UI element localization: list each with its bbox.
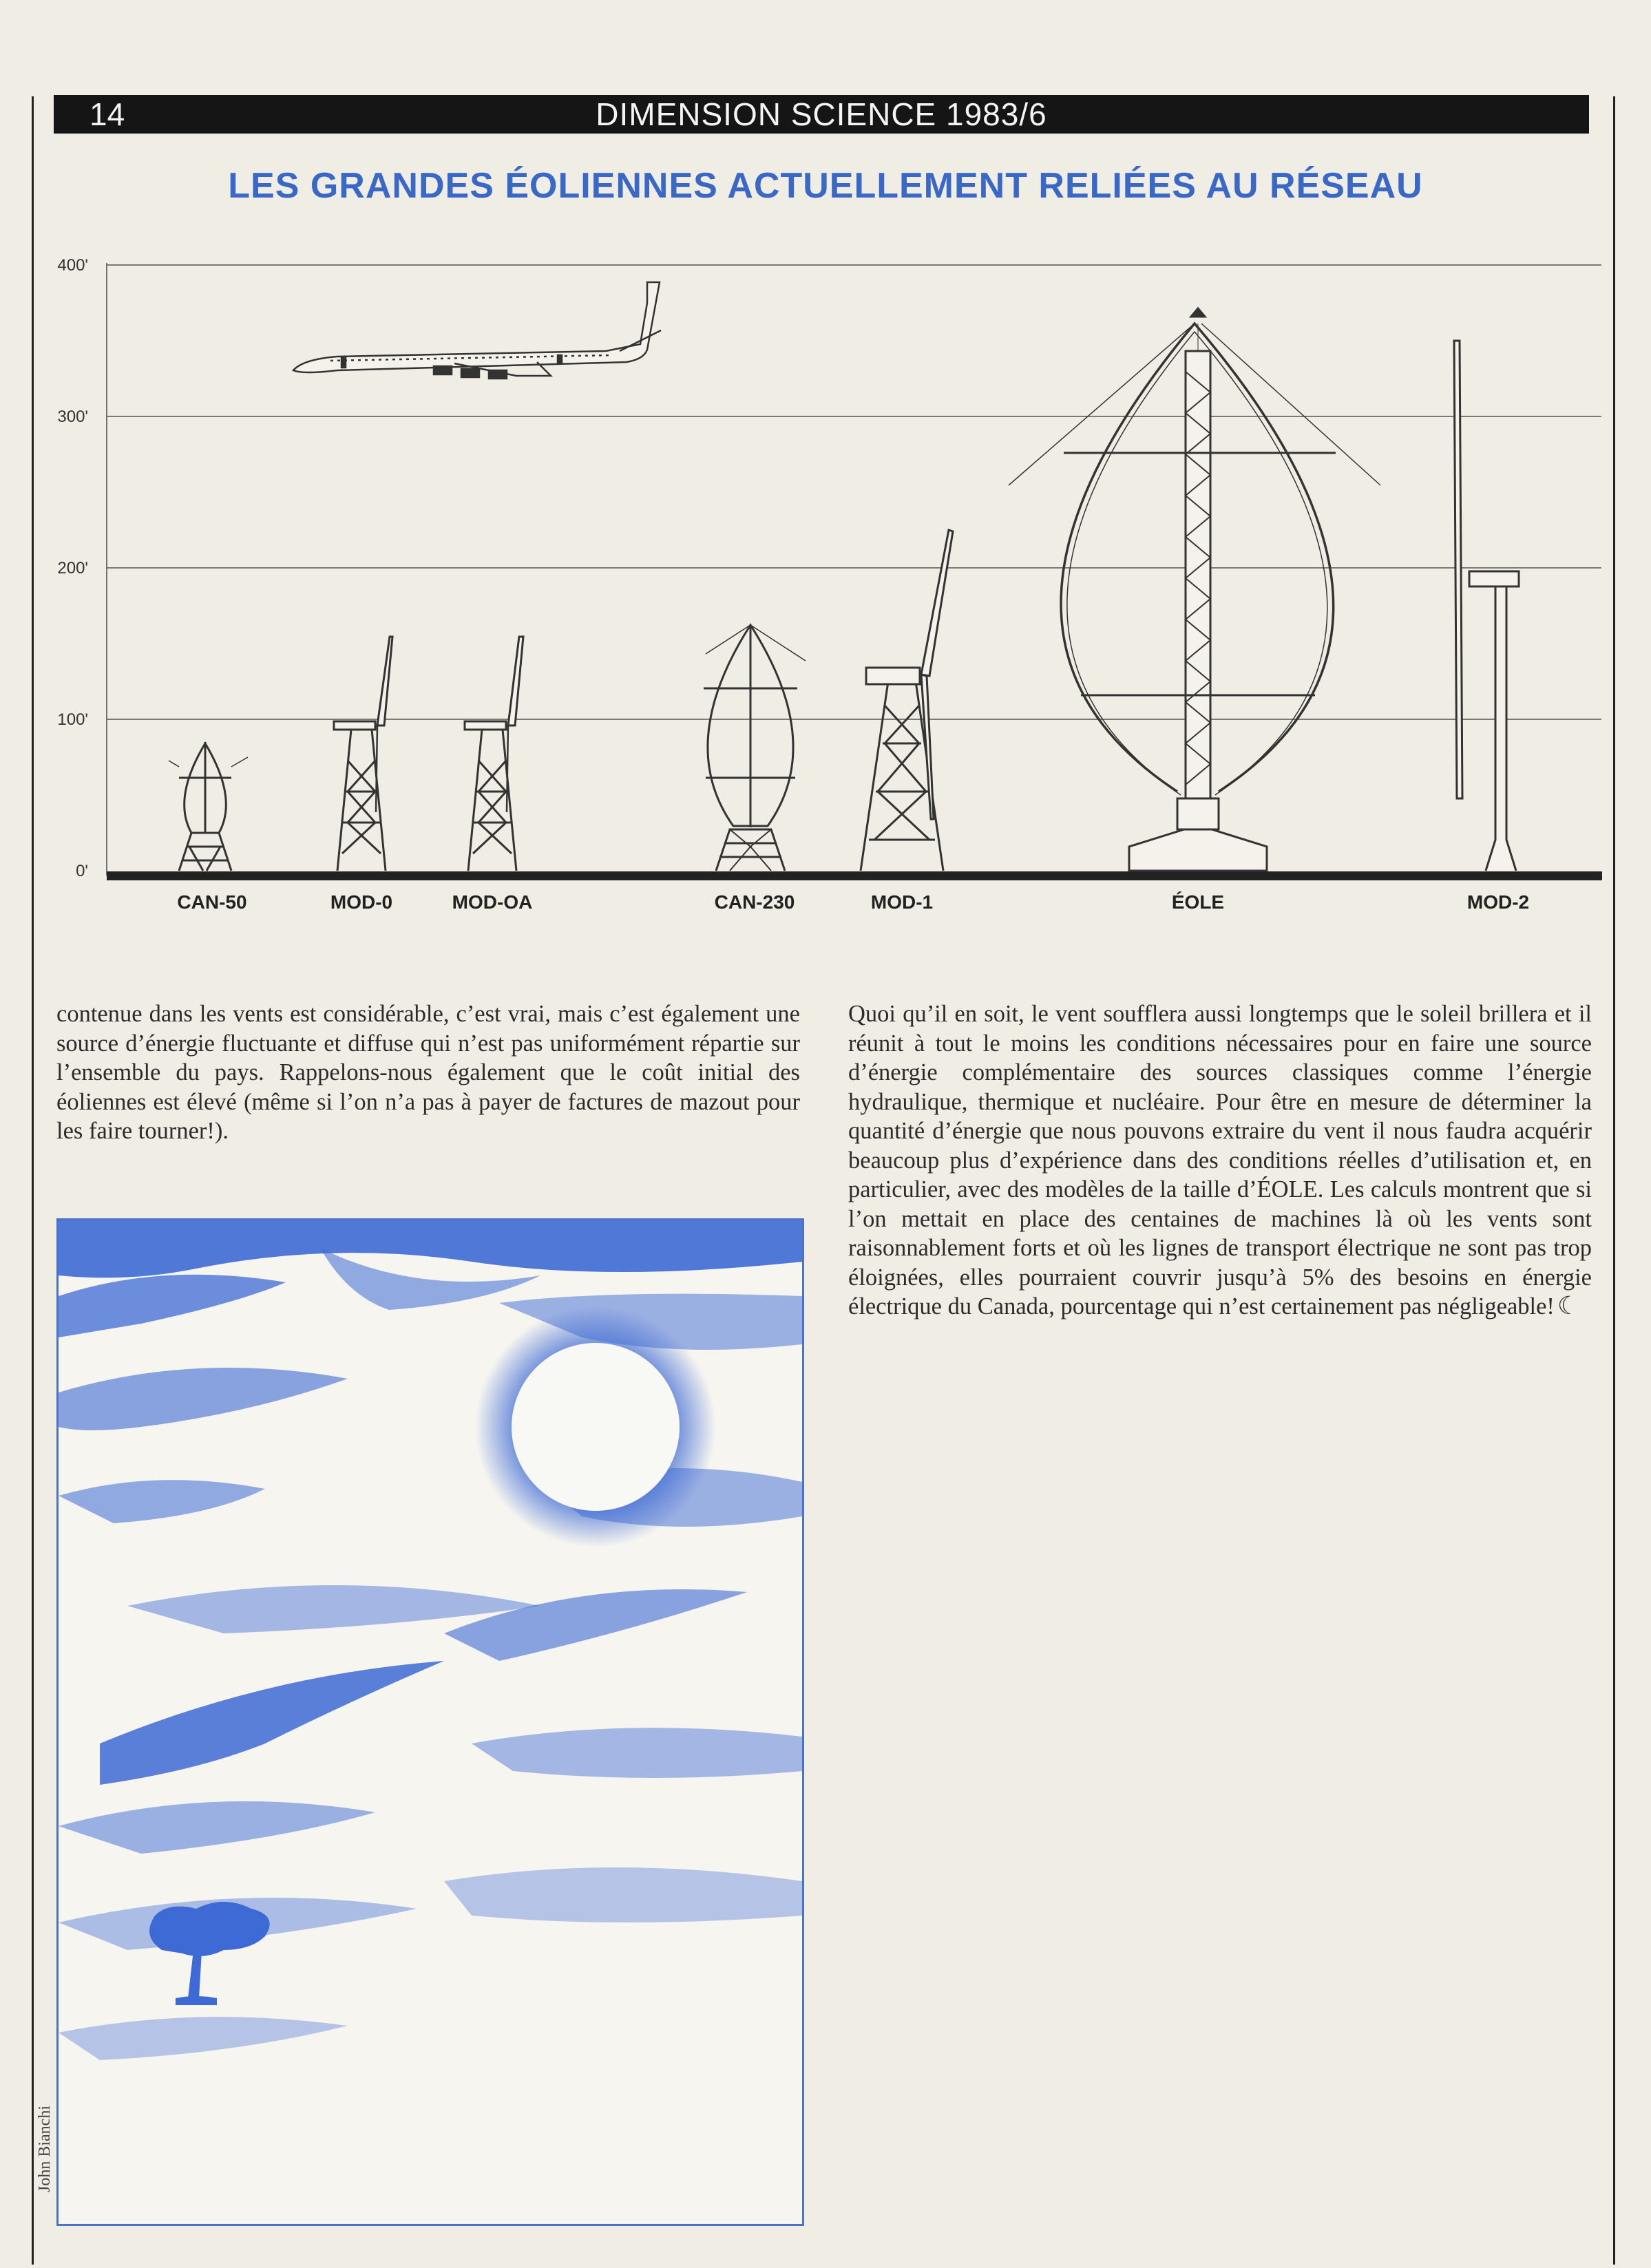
y-tick-300: 300' xyxy=(57,407,88,426)
label-mod-1: MOD-1 xyxy=(870,891,934,913)
y-tick-0: 0' xyxy=(76,862,88,880)
turbine-can-50-icon xyxy=(169,742,248,871)
wind-turbine-comparison-diagram xyxy=(41,248,1618,922)
left-margin-rule xyxy=(32,96,34,2265)
label-eole: ÉOLE xyxy=(1171,891,1225,913)
turbine-can-230-icon xyxy=(704,625,806,871)
label-can-230: CAN-230 xyxy=(714,891,795,913)
y-tick-labels xyxy=(57,256,88,880)
turbine-eole-icon xyxy=(1009,308,1380,871)
end-of-article-logo-icon: ☾ xyxy=(1557,1292,1580,1320)
grid-lines xyxy=(107,263,1601,876)
magazine-title: DIMENSION SCIENCE 1983/6 xyxy=(596,96,1047,132)
label-mod-0: MOD-0 xyxy=(330,891,393,913)
turbine-mod-2-icon xyxy=(1454,341,1519,871)
label-can-50: CAN-50 xyxy=(177,891,247,913)
article-right-paragraph: Quoi qu’il en soit, le vent soufflera aussi longtemps que le soleil brillera et il réunit à tout le moins les conditions nécessaires pour en faire une source d’énergie complémentaire des sources classiques comme l’énergie hydraulique, thermique et nucléaire. Pour être en mesure de déterminer la quantité d’énergie que nous pouvons extraire du vent il nous faudra acquérir beaucoup plus d’expérience dans des conditions réelles d’utilisation et, en particulier, avec des modèles de la taille d’ÉOLE. Les calculs montrent que si l’on mettait en place des centaines de machines là où les vents sont raisonnablement forts et où les lignes de transport électrique ne sont pas trop éloignées, elles pourraient couvrir jusqu’à 5% des besoins en énergie électrique du Canada, pourcentage qui n’est certainement pas négligeable! xyxy=(848,1001,1592,1320)
article-right-column xyxy=(848,999,1592,1322)
turbine-mod-1-icon xyxy=(861,530,953,871)
ground-baseline xyxy=(107,871,1602,880)
sun-wind-drawing xyxy=(59,1220,802,2224)
turbine-mod-0-icon xyxy=(334,637,392,871)
header-bar xyxy=(54,95,1589,134)
label-mod-2: MOD-2 xyxy=(1466,891,1530,913)
airplane-icon xyxy=(293,282,661,379)
sun-icon xyxy=(512,1343,680,1511)
y-tick-200: 200' xyxy=(57,559,88,577)
label-mod-oa: MOD-OA xyxy=(452,891,533,913)
article-left-column: contenue dans les vents est considérable, c’est vrai, mais c’est également une source d’énergie fluctuante et diffuse qui n’est pas uniformément répartie sur l’ensemble du pays. Rappelons-nous également que le coût initial des éoliennes est élevé (même si l’on n’a pas à payer de factures de mazout pour les faire tourner!). xyxy=(56,1001,800,1144)
illustration-credit: John Bianchi xyxy=(36,2106,54,2192)
turbine-labels xyxy=(177,891,1529,913)
y-tick-100: 100' xyxy=(57,710,88,729)
sun-wind-illustration xyxy=(56,1218,804,2226)
turbine-mod-oa-icon xyxy=(465,637,523,871)
y-tick-400: 400' xyxy=(57,256,88,275)
chart-title: LES GRANDES ÉOLIENNES ACTUELLEMENT RELIÉES AU RÉSEAU xyxy=(228,166,1423,206)
page-number: 14 xyxy=(90,96,125,132)
